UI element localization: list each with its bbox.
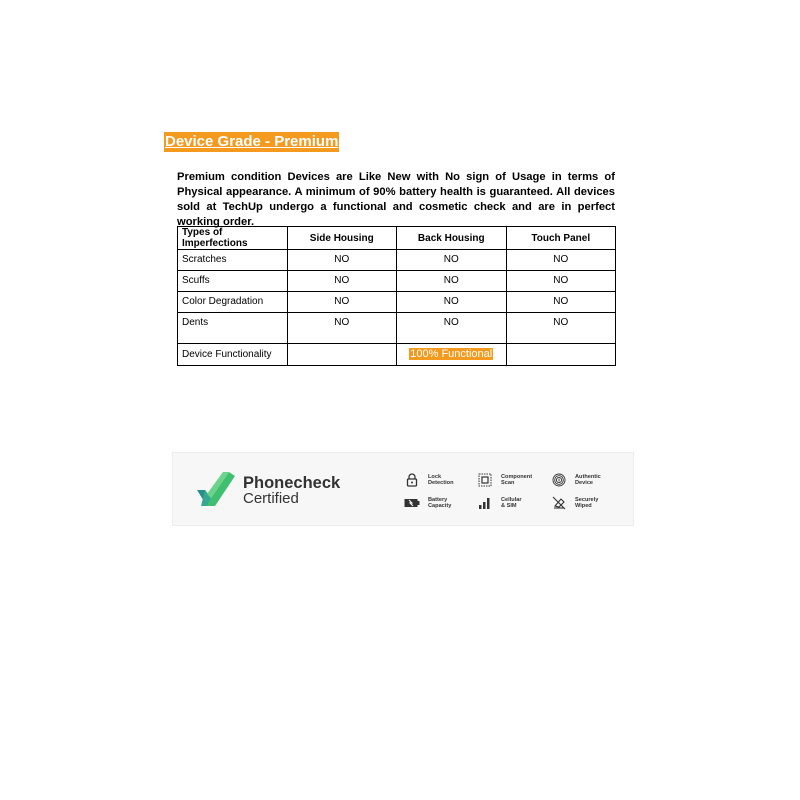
table-cell: NO [287, 250, 397, 271]
functional-badge: 100% Functional [410, 348, 493, 360]
table-header-row [178, 227, 616, 250]
table-row [178, 250, 616, 271]
table-row [178, 292, 616, 313]
feature-component-scan [477, 472, 541, 488]
feature-label: Lock Detection [428, 474, 454, 486]
table-cell [506, 344, 616, 366]
feature-label: Battery Capacity [428, 497, 452, 509]
column-header: Types of Imperfections [178, 227, 288, 250]
brand-name: Phonecheck [243, 474, 341, 492]
table-cell: NO [287, 313, 397, 344]
functionality-row [178, 344, 616, 366]
brand-subtitle: Certified [243, 490, 299, 507]
table-row [178, 313, 616, 344]
row-label: Device Functionality [178, 344, 288, 366]
column-header: Side Housing [287, 227, 397, 250]
table-row [178, 271, 616, 292]
table-cell: NO [287, 271, 397, 292]
row-label: Dents [178, 313, 288, 344]
table-cell: NO [287, 292, 397, 313]
column-header: Back Housing [397, 227, 507, 250]
table-cell: NO [397, 292, 507, 313]
feature-label: Securely Wiped [575, 497, 599, 509]
table-cell: NO [506, 292, 616, 313]
table-cell: NO [506, 271, 616, 292]
table-cell [397, 344, 507, 366]
table-cell: NO [397, 313, 507, 344]
lock-icon [404, 472, 420, 488]
feature-label: Cellular & SIM [501, 497, 522, 509]
feature-battery-capacity [404, 495, 468, 511]
feature-label: Authentic Device [575, 474, 601, 486]
feature-lock-detection [404, 472, 468, 488]
chip-icon [477, 472, 493, 488]
feature-authentic-device [551, 472, 615, 488]
grade-title: Device Grade - Premium [165, 133, 339, 150]
table-cell [287, 344, 397, 366]
row-label: Color Degradation [178, 292, 288, 313]
table-cell: NO [506, 250, 616, 271]
phonecheck-logo-icon [195, 472, 237, 506]
feature-securely-wiped [551, 495, 615, 511]
signal-bars-icon [477, 495, 493, 511]
table-cell: NO [397, 250, 507, 271]
phonecheck-certified-banner [172, 452, 634, 526]
feature-cellular-sim [477, 495, 541, 511]
fingerprint-icon [551, 472, 567, 488]
row-label: Scratches [178, 250, 288, 271]
table-cell: NO [506, 313, 616, 344]
wipe-icon [551, 495, 567, 511]
feature-label: Component Scan [501, 474, 533, 486]
column-header: Touch Panel [506, 227, 616, 250]
imperfections-table [177, 226, 616, 366]
row-label: Scuffs [178, 271, 288, 292]
battery-icon [404, 495, 420, 511]
grade-description: Premium condition Devices are Like New with No sign of Usage in terms of Physical appearance. A minimum of 90% battery health is guaranteed. All devices sold at TechUp undergo a functional and cosmetic check and are in perfect working order. [177, 171, 615, 228]
table-cell: NO [397, 271, 507, 292]
